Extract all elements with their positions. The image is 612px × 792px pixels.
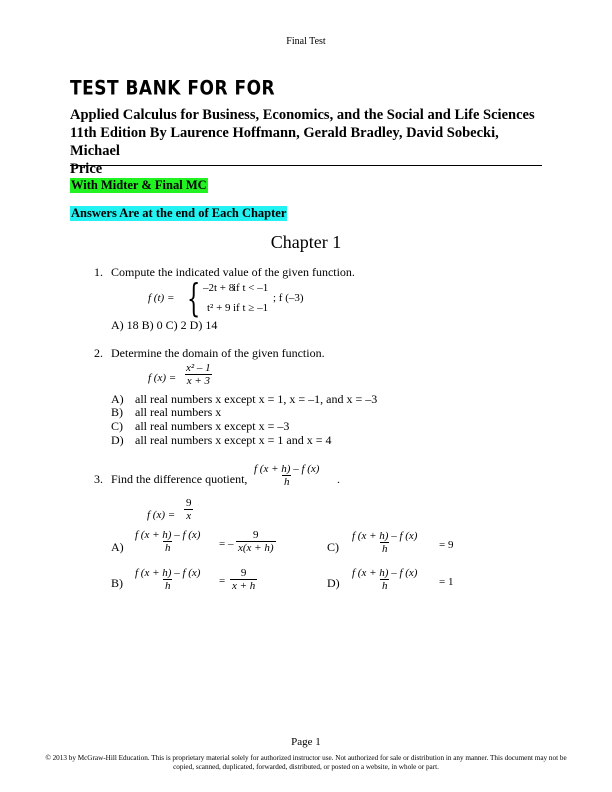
q3-option-b-quotient <box>133 567 202 592</box>
q3-option-c-dq-numerator: f (x + h) – f (x) <box>352 530 418 542</box>
q3-option-c-result: = 9 <box>439 539 454 551</box>
q3-option-a-dq-denominator: h <box>164 542 171 554</box>
q2-option-b-letter: B) <box>111 405 123 419</box>
q1-text: Compute the indicated value of the given function. <box>111 265 355 279</box>
q3-number: 3. <box>94 472 103 486</box>
q3-option-d-dq-denominator: h <box>381 580 388 592</box>
q1-case1-expr: –2t + 8 <box>203 282 235 294</box>
q3-dq-denominator: h <box>283 476 290 488</box>
q1-eval: ; f (–3) <box>273 292 304 304</box>
book-title-line1: Applied Calculus for Business, Economics, and the Social and Life Sciences <box>70 107 535 123</box>
q2-option-c-text: all real numbers x except x = –3 <box>135 419 290 433</box>
q3-option-d-result: = 1 <box>439 576 454 588</box>
q2-denominator: x + 3 <box>186 375 210 387</box>
q3-option-b-result <box>230 567 257 592</box>
q3-option-c-letter: C) <box>327 540 339 554</box>
q1-case2-expr: t² + 9 <box>207 302 231 314</box>
q3-option-a-letter: A) <box>111 540 124 554</box>
q3-period: . <box>337 472 340 486</box>
book-title <box>70 106 548 178</box>
q1-brace: { <box>187 276 201 320</box>
q2-text: Determine the domain of the given function. <box>111 346 325 360</box>
q3-option-a-result-denominator: x(x + h) <box>238 542 274 554</box>
copyright-notice: © 2013 by McGraw-Hill Education. This is proprietary material solely for authorized instructor use. Not authorized for sale or distribution in any manner. This document may not be copied, scanned, duplicated, forwarded, distributed, or posted on a website, in whole or part. <box>45 754 567 771</box>
q1-case1-cond: if t < –1 <box>233 282 269 294</box>
q2-option-a-text: all real numbers x except x = 1, x = –1, and x = –3 <box>135 392 378 406</box>
q3-f-denominator: x <box>186 510 192 522</box>
q3-option-b-dq-numerator: f (x + h) – f (x) <box>135 567 201 579</box>
q2-numerator: x² – 1 <box>186 362 211 374</box>
q3-option-b-result-denominator: x + h <box>232 580 256 592</box>
q3-f-numerator: 9 <box>186 497 192 509</box>
q3-option-d-letter: D) <box>327 576 340 590</box>
answers-highlight: Answers Are at the end of Each Chapter <box>71 206 287 220</box>
q3-option-a-result <box>236 529 276 554</box>
q2-fraction <box>184 362 213 387</box>
q1-choices: A) 18 B) 0 C) 2 D) 14 <box>111 318 218 332</box>
q3-text: Find the difference quotient, <box>111 472 248 486</box>
book-title-line3: Price <box>70 161 103 177</box>
q3-option-d-dq-numerator: f (x + h) – f (x) <box>352 567 418 579</box>
q3-option-c-quotient <box>350 530 419 555</box>
q2-number: 2. <box>94 346 103 360</box>
title-divider <box>70 165 542 166</box>
running-header: Final Test <box>286 36 326 47</box>
q1-case2-cond: if t ≥ –1 <box>233 302 269 314</box>
q2-option-b-text: all real numbers x <box>135 405 222 419</box>
test-bank-title: TEST BANK FOR FOR <box>70 77 276 100</box>
q1-number: 1. <box>94 265 103 279</box>
q3-option-c-dq-denominator: h <box>381 543 388 555</box>
q3-option-b-dq-denominator: h <box>164 580 171 592</box>
q3-option-a-result-numerator: 9 <box>253 529 259 541</box>
q3-option-b-result-numerator: 9 <box>240 567 247 579</box>
book-title-line2: 11th Edition By Laurence Hoffmann, Gerald Bradley, David Sobecki, Michael <box>70 125 499 159</box>
q3-option-a-equals: = – <box>219 538 234 550</box>
q1-function-lhs: f (t) = <box>148 292 175 304</box>
q3-option-b-equals: = <box>219 575 226 587</box>
q3-option-a-quotient <box>133 529 202 554</box>
q2-option-d-letter: D) <box>111 433 124 447</box>
q3-dq-numerator: f (x + h) – f (x) <box>254 463 320 475</box>
chapter-heading: Chapter 1 <box>270 232 342 252</box>
midterm-highlight: With Midter & Final MC <box>71 178 207 192</box>
q3-function-lhs: f (x) = <box>147 509 176 521</box>
q2-option-a-letter: A) <box>111 392 124 406</box>
q2-option-d-text: all real numbers x except x = 1 and x = 4 <box>135 433 332 447</box>
q3-option-b-letter: B) <box>111 576 123 590</box>
page-number: Page 1 <box>291 736 321 748</box>
q2-function-lhs: f (x) = <box>148 372 177 384</box>
q3-function-fraction <box>184 497 194 522</box>
q2-option-c-letter: C) <box>111 419 123 433</box>
q3-difference-quotient <box>252 463 321 488</box>
q3-option-a-dq-numerator: f (x + h) – f (x) <box>135 529 201 541</box>
q3-option-d-quotient <box>350 567 419 592</box>
